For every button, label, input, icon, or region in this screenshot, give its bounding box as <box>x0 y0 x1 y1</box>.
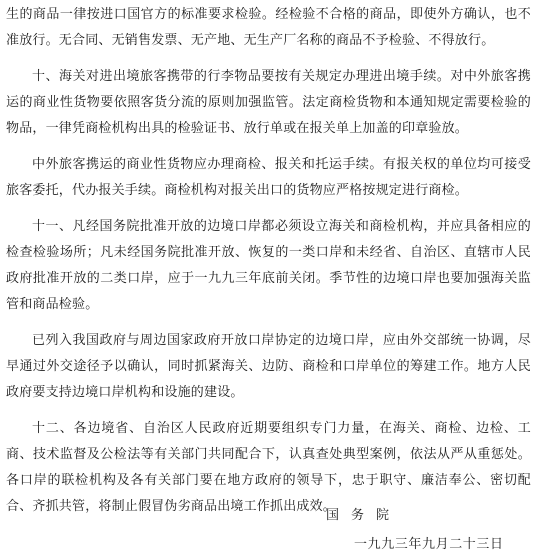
paragraph: 已列入我国政府与周边国家政府开放口岸协定的边境口岸，应由外交部统一协调，尽早通过外交途径予以确认，同时抓紧海关、边防、商检和口岸单位的筹建工作。地方人民政府要支持边境口岸机构和设施的建设。 <box>6 333 531 400</box>
paragraph: 十、海关对进出境旅客携带的行李物品要按有关规定办理进出境手续。对中外旅客携运的商业性货物要依照客货分流的原则加强监管。法定商检货物和本通知规定需要检验的物品，一律凭商检机构出具的检验证书、放行单或在报关单上加盖的印章验放。 <box>6 69 531 136</box>
issuer-signature: 国务院 <box>326 508 402 523</box>
paragraph: 十一、凡经国务院批准开放的边境口岸都必须设立海关和商检机构，并应具备相应的检查检验场所；凡未经国务院批准开放、恢复的一类口岸和未经省、自治区、直辖市人民政府批准开放的二类口岸，应于一九九三年底前关闭。季节性的边境口岸也要加强海关监管和商品检验。 <box>6 219 531 312</box>
paragraph: 十二、各边境省、自治区人民政府近期要组织专门力量，在海关、商检、边检、工商、技术监督及公检法等有关部门共同配合下，认真查处典型案例，依法从严从重惩处。各口岸的联检机构及各有关部门要在地方政府的领导下，忠于职守、廉洁奉公、密切配合、齐抓共管，将制止假冒伪劣商品出境工作抓出成效。 <box>6 421 531 514</box>
paragraph: 中外旅客携运的商业性货物应办理商检、报关和托运手续。有报关权的单位均可接受旅客委托，代办报关手续。商检机构对报关出口的货物应严格按规定进行商检。 <box>6 157 531 198</box>
paragraph: 生的商品一律按进口国官方的标准要求检验。经检验不合格的商品，即使外方确认，也不准放行。无合同、无销售发票、无产地、无生产厂名称的商品不予检验、不得放行。 <box>6 7 531 48</box>
issue-date: 一九九三年九月二十三日 <box>354 537 504 552</box>
